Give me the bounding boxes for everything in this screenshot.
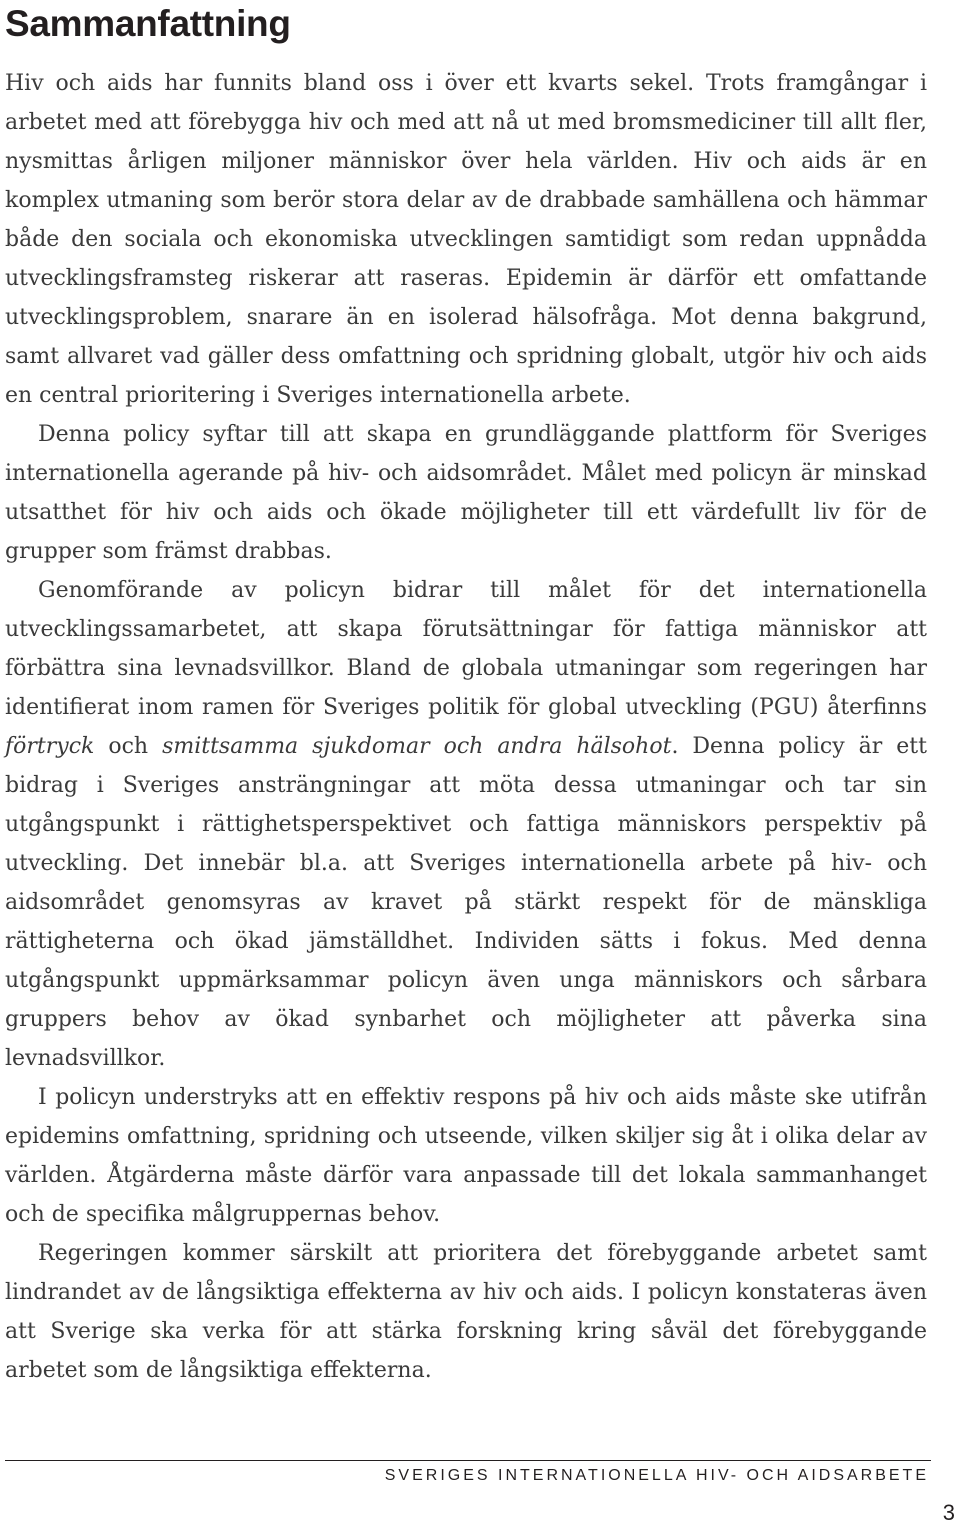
page-number: 3 (942, 1500, 955, 1525)
paragraph-3-part-b: och (94, 734, 163, 759)
paragraph-1: Hiv och aids har funnits bland oss i över ett kvarts sekel. Trots framgångar i arbetet med att förebygga hiv och med att nå ut med bromsmediciner till allt fler, nysmittas årligen miljoner människor över hela världen. Hiv och aids är en komplex utmaning som berör stora delar av de drabbade samhällena och hämmar både den sociala och ekonomiska utvecklingen samtidigt som redan uppnådda utvecklingsframsteg riskerar att raseras. Epidemin är därför ett omfattande utvecklingsproblem, snarare än en isolerad hälsofråga. Mot denna bakgrund, samt allvaret vad gäller dess omfattning och spridning globalt, utgör hiv och aids en central prioritering i Sveriges internationella arbete. (5, 71, 927, 408)
emphasis-fortryck: förtryck (5, 734, 95, 759)
footer-divider (5, 1460, 931, 1461)
paragraph-4: I policyn understryks att en effektiv respons på hiv och aids måste ske utifrån epidemins omfattning, spridning och utseende, vilken skiljer sig åt i olika delar av världen. Åtgärderna måste därför vara anpassade till det lokala sammanhanget och de specifika målgruppernas behov. (5, 1085, 927, 1227)
paragraph-5: Regeringen kommer särskilt att prioritera det förebyggande arbetet samt lindrandet av de långsiktiga effekterna av hiv och aids. I policyn konstateras även att Sverige ska verka för att stärka forskning kring såväl det förebyggande arbetet som de långsiktiga effekterna. (5, 1241, 927, 1383)
paragraph-2: Denna policy syftar till att skapa en grundläggande plattform för Sveriges internationella agerande på hiv- och aidsområdet. Målet med policyn är minskad utsatthet för hiv och aids och ökade möjligheter till ett värdefullt liv för de grupper som främst drabbas. (5, 422, 927, 564)
running-footer-title: SVERIGES INTERNATIONELLA HIV- OCH AIDSARBETE (384, 1467, 929, 1484)
summary-body (5, 64, 927, 1390)
paragraph-3 (5, 571, 927, 1078)
paragraph-3-part-a: Genomförande av policyn bidrar till målet för det internationella utvecklingssamarbetet, att skapa förutsättningar för fattiga människor att förbättra sina levnadsvillkor. Bland de globala utmaningar som regeringen har identifierat inom ramen för Sveriges politik för global utveckling (PGU) återfinns (5, 578, 927, 720)
paragraph-3-part-c: . Denna policy är ett bidrag i Sveriges ansträngningar att möta dessa utmaningar och tar sin utgångspunkt i rättighetsperspektivet och fattiga människors perspektiv på utveckling. Det innebär bl.a. att Sveriges internationella arbete på hiv- och aidsområdet genomsyras av kravet på stärkt respekt för de mänskliga rättigheterna och ökad jämställdhet. Individen sätts i fokus. Med denna utgångspunkt uppmärksammar policyn även unga människors och sårbara gruppers behov av ökad synbarhet och möjligheter att påverka sina levnadsvillkor. (5, 734, 927, 1071)
emphasis-smittsamma-sjukdomar: smittsamma sjukdomar och andra hälsohot (162, 734, 672, 759)
page-heading: Sammanfattning (5, 3, 291, 44)
